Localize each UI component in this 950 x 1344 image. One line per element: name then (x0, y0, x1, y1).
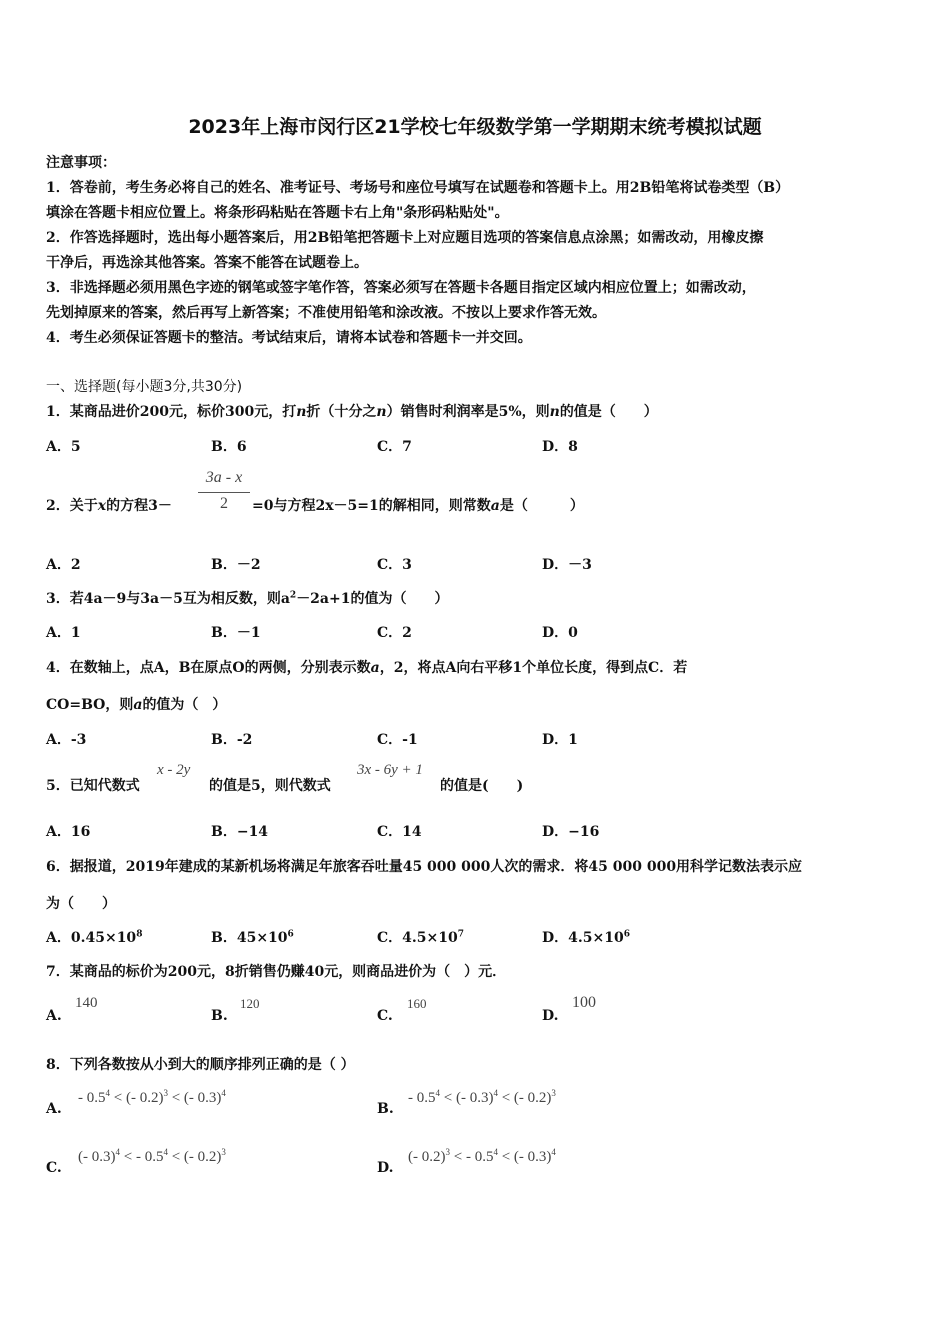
expression-1: x - 2y (157, 762, 191, 778)
q3-option-c: C．2 (377, 625, 412, 641)
question-7: 7．某商品的标价为200元，8折销售仍赚40元，则商品进价为（ ）元． (46, 964, 507, 980)
q4-option-c: C．-1 (377, 732, 418, 748)
q4-option-b: B．-2 (211, 732, 253, 748)
q8-option-a-expression: - $0.5^4$ < (- 0.2)$^3$ < (- 0.3)$^4$ (78, 1088, 226, 1106)
q7-option-c-label: C. (377, 1008, 393, 1024)
q5-option-d: D．−16 (542, 824, 600, 840)
q8-option-d-expression: (- 0.2)$^3$ < - $0.5^4$ < (- 0.3)$^4$ (408, 1147, 556, 1165)
question-6-line2: 为（ ） (46, 896, 116, 912)
notes-heading: 注意事项： (46, 155, 116, 171)
note-line: 填涂在答题卡相应位置上。将条形码粘贴在答题卡右上角"条形码粘贴处"。 (46, 205, 509, 221)
note-line: 干净后，再选涂其他答案。答案不能答在试题卷上。 (46, 255, 368, 271)
q8-option-a-label: A. (46, 1101, 62, 1117)
question-6-line1: 6．据报道，2019年建成的某新机场将满足年旅客吞吐量45 000 000人次的需求．将45 000 000用科学记数法表示应 (46, 859, 803, 875)
q7-option-a-value: 140 (75, 995, 98, 1011)
q4-option-a: A．-3 (46, 732, 87, 748)
q1-option-a: A．5 (46, 439, 81, 455)
q8-option-d-label: D. (377, 1160, 394, 1176)
q5-option-b: B．−14 (211, 824, 269, 840)
q3-option-b: B．－1 (211, 625, 261, 641)
note-line: 2．作答选择题时，选出每小题答案后，用2B铅笔把答题卡上对应题目选项的答案信息点涂黑；如需改动，用橡皮擦 (46, 230, 764, 246)
question-4-line2: CO=BO，则a的值为（ ） (46, 697, 227, 713)
q8-option-b-expression: - $0.5^4$ < (- 0.3)$^4$ < (- 0.2)$^3$ (408, 1088, 556, 1106)
note-line: 4．考生必须保证答题卡的整洁。考试结束后，请将本试卷和答题卡一并交回。 (46, 330, 532, 346)
question-3: 3．若4a－9与3a－5互为相反数，则$a^2-2a+1$的值为（ ） (46, 590, 449, 607)
q7-option-d-value: 100 (572, 994, 596, 1011)
q6-option-b: B．$45\times 10^6$ (211, 929, 294, 946)
question-8: 8．下列各数按从小到大的顺序排列正确的是（ ） (46, 1057, 355, 1073)
question-2-part1: 2．关于x的方程3－ (46, 498, 172, 514)
question-2-part2: =0与方程2x－5=1的解相同，则常数a是（ ） (252, 498, 584, 514)
q4-option-d: D．1 (542, 732, 578, 748)
q7-option-b-value: 120 (240, 996, 260, 1011)
q7-option-b-label: B. (211, 1008, 228, 1024)
q8-option-c-label: C. (46, 1160, 62, 1176)
q3-option-a: A．1 (46, 625, 81, 641)
question-5-part3: 的值是( ) (440, 778, 524, 794)
q6-option-a: A．$0.45\times 10^8$ (46, 929, 143, 946)
q1-option-c: C．7 (377, 439, 412, 455)
q6-option-c: C．$4.5\times 10^7$ (377, 929, 464, 946)
question-1: 1．某商品进价200元，标价300元，打n折（十分之n）销售时利润率是5%，则n的值是（ ） (46, 404, 658, 420)
q6-option-d: D．$4.5\times 10^6$ (542, 929, 630, 946)
question-5-part2: 的值是5，则代数式 (209, 778, 331, 794)
q8-option-b-label: B. (377, 1101, 394, 1117)
q3-option-d: D．0 (542, 625, 578, 641)
expression-2: 3x - 6y + 1 (357, 762, 423, 778)
q2-option-b: B．－2 (211, 557, 261, 573)
section-heading: 一、选择题(每小题3分,共30分) (46, 379, 243, 395)
q8-option-c-expression: (- 0.3)$^4$ < - $0.5^4$ < (- 0.2)$^3$ (78, 1147, 226, 1165)
q1-option-b: B．6 (211, 439, 247, 455)
fraction-numerator: 3a - x (205, 469, 243, 486)
q5-option-a: A．16 (46, 824, 91, 840)
q7-option-c-value: 160 (407, 996, 427, 1011)
note-line: 3．非选择题必须用黑色字迹的钢笔或签字笔作答，答案必须写在答题卡各题目指定区域内相应位置上；如需改动， (46, 280, 756, 296)
note-line: 先划掉原来的答案，然后再写上新答案；不准使用铅笔和涂改液。不按以上要求作答无效。 (46, 305, 606, 321)
q2-option-c: C．3 (377, 557, 412, 573)
page-title: 2023年上海市闵行区21学校七年级数学第一学期期末统考模拟试题 (188, 116, 762, 138)
q2-option-d: D．－3 (542, 557, 592, 573)
fraction-bar (198, 492, 250, 493)
question-5-part1: 5．已知代数式 (46, 778, 140, 794)
q5-option-c: C．14 (377, 824, 422, 840)
q7-option-a-label: A. (46, 1008, 62, 1024)
question-4-line1: 4．在数轴上，点A，B在原点O的两侧，分别表示数a，2，将点A向右平移1个单位长度，得到点C．若 (46, 660, 688, 676)
q1-option-d: D．8 (542, 439, 578, 455)
fraction-denominator: 2 (220, 495, 228, 512)
q7-option-d-label: D. (542, 1008, 559, 1024)
note-line: 1．答卷前，考生务必将自己的姓名、准考证号、考场号和座位号填写在试题卷和答题卡上。用2B铅笔将试卷类型（B） (46, 180, 790, 196)
q2-option-a: A．2 (46, 557, 81, 573)
